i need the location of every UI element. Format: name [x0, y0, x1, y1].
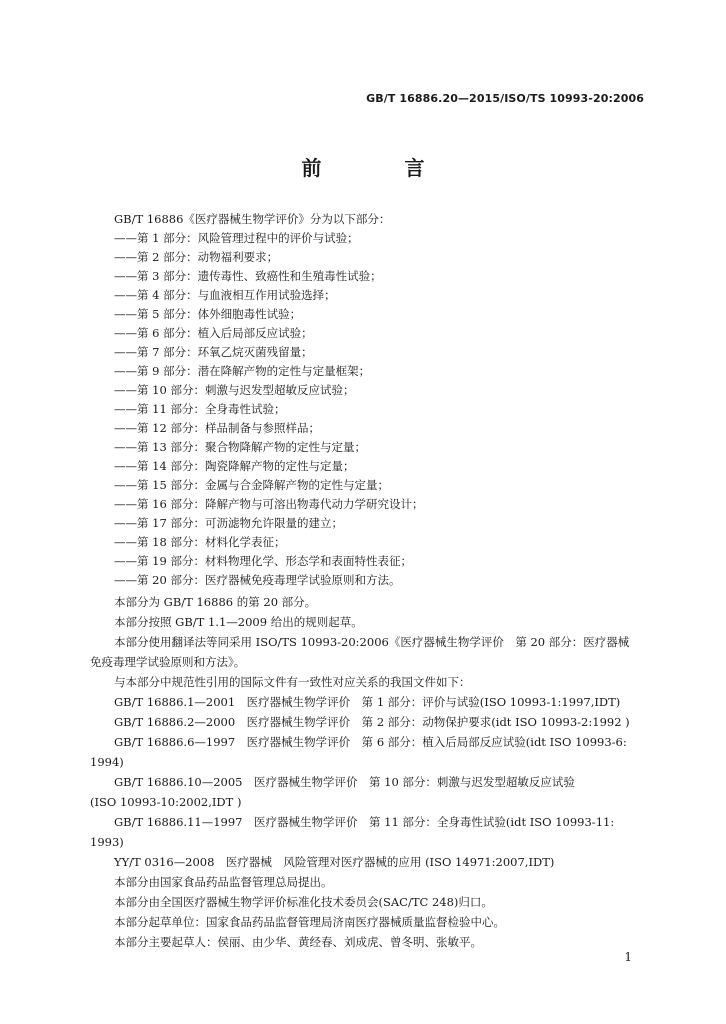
reference-entry: YY/T 0316—2008 医疗器械 风险管理对医疗器械的应用 (ISO 14971:2007,IDT)	[114, 855, 555, 869]
reference-entry-continued: (ISO 10993-10:2002,IDT )	[90, 795, 242, 809]
part-list-item: ——第 3 部分：遗传毒性、致癌性和生殖毒性试验；	[114, 269, 382, 283]
part-list-item: ——第 17 部分：可沥滤物允许限量的建立；	[114, 516, 343, 530]
part-list-item: ——第 10 部分：刺激与迟发型超敏反应试验；	[114, 383, 355, 397]
reference-entry: GB/T 16886.10—2005 医疗器械生物学评价 第 10 部分：刺激与迟发型超敏反应试验	[114, 775, 575, 789]
part-list-item: ——第 15 部分：金属与合金降解产物的定性与定量；	[114, 478, 389, 492]
reference-entry: GB/T 16886.1—2001 医疗器械生物学评价 第 1 部分：评价与试验(ISO 10993-1:1997,IDT)	[114, 695, 621, 709]
text-line: GB/T 16886《医疗器械生物学评价》分为以下部分：	[114, 212, 391, 226]
part-list-item: ——第 11 部分：全身毒性试验；	[114, 402, 286, 416]
text-line: 本部分主要起草人：侯丽、由少华、黄经春、刘成虎、曾冬明、张敏平。	[114, 935, 482, 949]
reference-entry-continued: 1994)	[90, 755, 124, 769]
part-list-item: ——第 2 部分：动物福利要求；	[114, 250, 279, 264]
part-list-item: ——第 18 部分：材料化学表征；	[114, 535, 286, 549]
part-list-item: ——第 7 部分：环氧乙烷灭菌残留量；	[114, 345, 313, 359]
reference-entry-continued: 1993)	[90, 835, 124, 849]
part-list-item: ——第 12 部分：样品制备与参照样品；	[114, 421, 320, 435]
text-line: 本部分使用翻译法等同采用 ISO/TS 10993-20:2006《医疗器械生物学评价 第 20 部分：医疗器械	[114, 635, 630, 649]
text-line: 本部分由全国医疗器械生物学评价标准化技术委员会(SAC/TC 248)归口。	[114, 895, 493, 909]
text-line: 本部分由国家食品药品监督管理总局提出。	[114, 875, 333, 889]
part-list-item: ——第 13 部分：聚合物降解产物的定性与定量；	[114, 440, 366, 454]
text-line: 免疫毒理学试验原则和方法》。	[90, 655, 246, 669]
part-list-item: ——第 4 部分：与血液相互作用试验选择；	[114, 288, 336, 302]
page-title: 前 言	[301, 156, 463, 180]
part-list-item: ——第 14 部分：陶瓷降解产物的定性与定量；	[114, 459, 355, 473]
reference-entry: GB/T 16886.11—1997 医疗器械生物学评价 第 11 部分：全身毒性试验(idt ISO 10993-11:	[114, 815, 615, 829]
part-list-item: ——第 6 部分：植入后局部反应试验；	[114, 326, 313, 340]
standard-number-header: GB/T 16886.20—2015/ISO/TS 10993-20:2006	[366, 92, 644, 105]
page-number: 1	[624, 950, 632, 964]
text-line: 本部分起草单位：国家食品药品监督管理局济南医疗器械质量监督检验中心。	[114, 915, 505, 929]
part-list-item: ——第 19 部分：材料物理化学、形态学和表面特性表征；	[114, 554, 412, 568]
part-list-item: ——第 1 部分：风险管理过程中的评价与试验；	[114, 231, 359, 245]
part-list-item: ——第 16 部分：降解产物与可溶出物毒代动力学研究设计；	[114, 497, 424, 511]
reference-entry: GB/T 16886.2—2000 医疗器械生物学评价 第 2 部分：动物保护要求(idt ISO 10993-2:1992 )	[114, 715, 630, 729]
text-line: 本部分为 GB/T 16886 的第 20 部分。	[114, 595, 317, 609]
part-list-item: ——第 20 部分：医疗器械免疫毒理学试验原则和方法。	[114, 573, 401, 587]
reference-entry: GB/T 16886.6—1997 医疗器械生物学评价 第 6 部分：植入后局部反应试验(idt ISO 10993-6:	[114, 735, 627, 749]
part-list-item: ——第 5 部分：体外细胞毒性试验；	[114, 307, 302, 321]
part-list-item: ——第 9 部分：潜在降解产物的定性与定量框架；	[114, 364, 371, 378]
text-line: 与本部分中规范性引用的国际文件有一致性对应关系的我国文件如下：	[114, 675, 471, 689]
text-line: 本部分按照 GB/T 1.1—2009 给出的规则起草。	[114, 615, 363, 629]
